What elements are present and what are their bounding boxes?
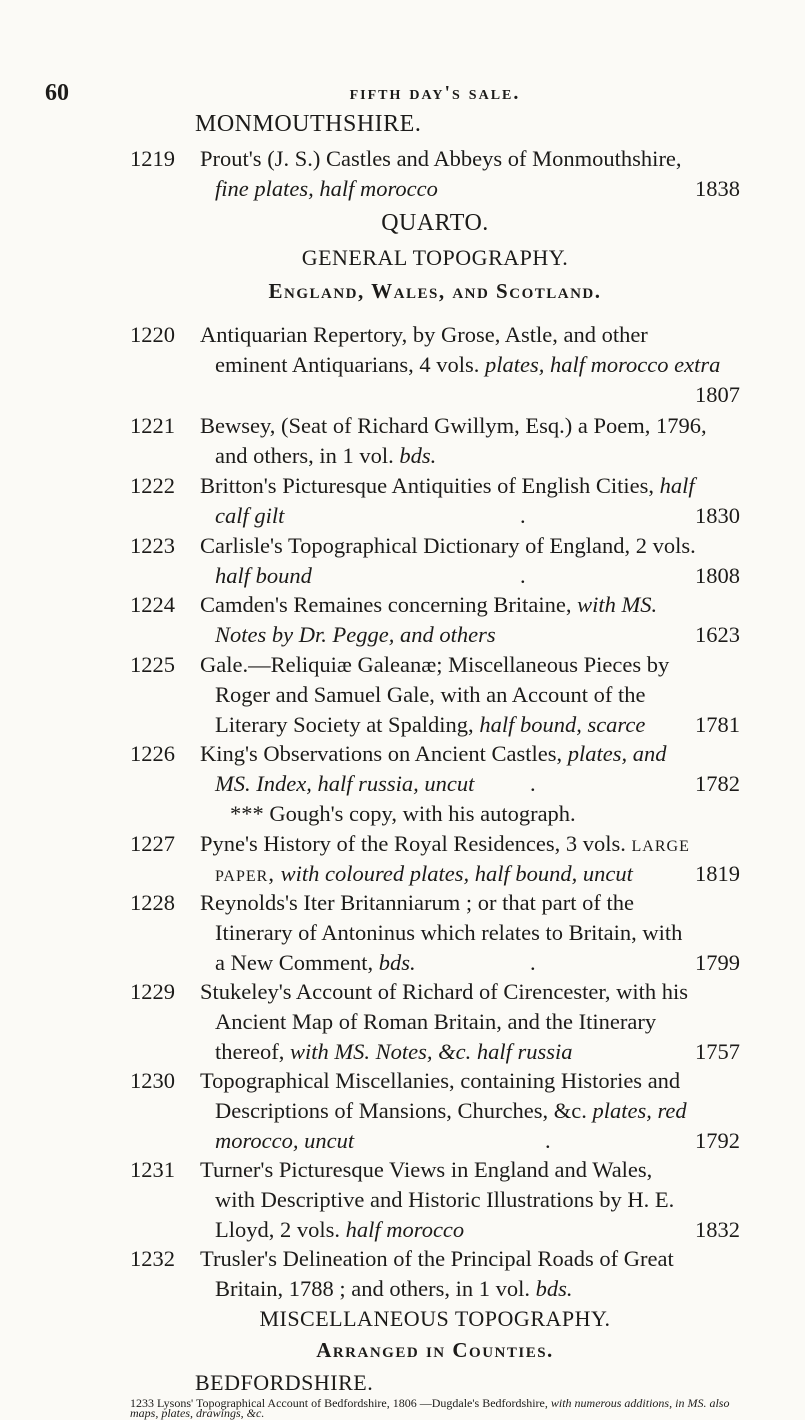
year: 1792 bbox=[695, 1127, 740, 1153]
entry-line: MS. Index, half russia, uncut . 1782 bbox=[130, 769, 740, 799]
entry-line: half bound . 1808 bbox=[130, 561, 740, 591]
year: 1782 bbox=[695, 770, 740, 796]
entry-text: Britain, 1788 ; and others, in 1 vol. bbox=[215, 1275, 530, 1301]
entry-text: eminent Antiquarians, 4 vols. bbox=[215, 351, 480, 377]
heading-misc-topography: MISCELLANEOUS TOPOGRAPHY. bbox=[259, 1306, 611, 1331]
lot-number: 1220 bbox=[130, 322, 175, 347]
year: 1830 bbox=[695, 502, 740, 528]
entry-1219 bbox=[130, 144, 740, 204]
binding-note: morocco, uncut bbox=[215, 1127, 355, 1153]
format-note: paper, bbox=[215, 860, 275, 886]
entry-line bbox=[130, 1274, 740, 1304]
year: 1808 bbox=[695, 562, 740, 588]
heading-england-wales-scotland: England, Wales, and Scotland. bbox=[268, 279, 602, 303]
entry-line: Reynolds's Iter Britanniarum ; or that part of the bbox=[200, 890, 634, 915]
entry-text: Descriptions of Mansions, Churches, &c. bbox=[215, 1097, 587, 1123]
year: 1807 bbox=[695, 381, 740, 407]
entry-line bbox=[130, 380, 740, 410]
lot-number: 1228 bbox=[130, 890, 175, 915]
entry-line bbox=[130, 710, 740, 740]
entry-text: Lloyd, 2 vols. bbox=[215, 1216, 341, 1242]
entry-1224 bbox=[130, 590, 740, 650]
entry-line: calf gilt . 1830 bbox=[130, 501, 740, 531]
year: 1757 bbox=[695, 1038, 740, 1064]
lot-number: 1232 bbox=[130, 1246, 175, 1271]
binding-note: with coloured plates, half bound, uncut bbox=[280, 860, 633, 886]
entry-1226 bbox=[130, 739, 740, 828]
provenance-note: *** Gough's copy, with his autograph. bbox=[230, 800, 576, 826]
year: 1819 bbox=[695, 860, 740, 886]
entry-line bbox=[130, 174, 740, 204]
entry-line: Lysons' Topographical Account of Bedfordshire, 1806 bbox=[157, 1396, 417, 1410]
binding-note: plates, half morocco extra bbox=[484, 351, 721, 377]
year: 1832 bbox=[695, 1216, 740, 1242]
page-number: 60 bbox=[45, 80, 69, 106]
entry-line: Antiquarian Repertory, by Grose, Astle, and other bbox=[200, 322, 648, 347]
entry-text: King's Observations on Ancient Castles, bbox=[200, 741, 563, 766]
binding-note: Notes by Dr. Pegge, and others bbox=[215, 621, 496, 647]
entry-line bbox=[130, 471, 740, 501]
entry-1222 bbox=[130, 471, 740, 531]
running-head bbox=[45, 80, 740, 110]
entry-1227 bbox=[130, 829, 740, 889]
lot-number: 1222 bbox=[130, 473, 175, 498]
entry-text: Camden's Remaines concerning Britaine, bbox=[200, 592, 572, 617]
lot-number: 1227 bbox=[130, 831, 175, 856]
entry-1231 bbox=[130, 1155, 740, 1244]
entry-line: Trusler's Delineation of the Principal Roads of Great bbox=[200, 1246, 674, 1271]
lot-number: 1230 bbox=[130, 1068, 175, 1093]
entry-1220 bbox=[130, 320, 740, 409]
lot-number: 1223 bbox=[130, 533, 175, 558]
heading-general-topography: GENERAL TOPOGRAPHY. bbox=[301, 245, 569, 270]
format-note: large bbox=[631, 831, 690, 856]
entry-line: Stukeley's Account of Richard of Cirencester, with his bbox=[200, 979, 689, 1004]
binding-note: half morocco bbox=[345, 1216, 465, 1242]
entry-line: Topographical Miscellanies, containing Histories and bbox=[200, 1068, 681, 1093]
lot-number: 1225 bbox=[130, 652, 175, 677]
binding-note: half bound bbox=[215, 562, 312, 588]
binding-note: bds. bbox=[378, 949, 416, 975]
entry-1230 bbox=[130, 1066, 740, 1155]
entry-line bbox=[130, 1037, 740, 1067]
entry-1232 bbox=[130, 1244, 740, 1304]
entry-1225 bbox=[130, 650, 740, 739]
entry-text: Britton's Picturesque Antiquities of English Cities, bbox=[200, 473, 655, 498]
binding-note: fine plates, half morocco bbox=[215, 175, 438, 201]
entry-line: Roger and Samuel Gale, with an Account of the bbox=[215, 681, 646, 707]
heading-bedfordshire: BEDFORDSHIRE. bbox=[195, 1370, 374, 1395]
entry-line: a New Comment, bds. . 1799 bbox=[130, 948, 740, 978]
entry-line: morocco, uncut . 1792 bbox=[130, 1126, 740, 1156]
year: 1799 bbox=[695, 949, 740, 975]
binding-note: bds. bbox=[535, 1275, 573, 1301]
entry-text: Pyne's History of the Royal Residences, 3 vols. bbox=[200, 831, 626, 856]
lot-number: 1219 bbox=[130, 146, 175, 171]
lot-number: 1231 bbox=[130, 1157, 175, 1182]
entry-text: thereof, bbox=[215, 1038, 285, 1064]
entry-1223 bbox=[130, 531, 740, 591]
lot-number: 1221 bbox=[130, 413, 175, 438]
entry-text: Literary Society at Spalding, bbox=[215, 711, 474, 737]
binding-note: with MS. bbox=[577, 592, 658, 617]
binding-note: plates, red bbox=[592, 1097, 687, 1123]
binding-note: bds. bbox=[399, 442, 437, 468]
entry-line bbox=[130, 859, 740, 889]
entry-text: and others, in 1 vol. bbox=[215, 442, 394, 468]
entry-line: Bewsey, (Seat of Richard Gwillym, Esq.) a Poem, 1796, bbox=[200, 413, 707, 438]
entry-line: Turner's Picturesque Views in England and Wales, bbox=[200, 1157, 653, 1182]
year: 1838 bbox=[695, 175, 740, 201]
year: 1623 bbox=[695, 621, 740, 647]
entry-1221 bbox=[130, 411, 740, 471]
heading-quarto: QUARTO. bbox=[381, 210, 489, 236]
entry-text: a New Comment, bbox=[215, 949, 374, 975]
lot-number: 1226 bbox=[130, 741, 175, 766]
entry-line bbox=[130, 829, 740, 859]
entry-line bbox=[130, 350, 740, 380]
lot-number: 1233 bbox=[130, 1396, 154, 1410]
heading-arranged: Arranged in Counties. bbox=[316, 1338, 554, 1362]
running-title: fifth day's sale. bbox=[349, 82, 521, 104]
entry-line: Gale.—Reliquiæ Galeanæ; Miscellaneous Pieces by bbox=[200, 652, 670, 677]
lot-number: 1224 bbox=[130, 592, 175, 617]
binding-note: with MS. Notes, &c. half russia bbox=[289, 1038, 573, 1064]
entry-line: —Dugdale's Bedfordshire, bbox=[419, 1396, 548, 1410]
year: 1781 bbox=[695, 711, 740, 737]
binding-note: calf gilt bbox=[215, 502, 285, 528]
entry-line: Prout's (J. S.) Castles and Abbeys of Monmouthshire, bbox=[200, 146, 682, 171]
binding-note: half bbox=[659, 473, 695, 498]
binding-note: MS. Index, half russia, uncut bbox=[215, 770, 475, 796]
entry-line bbox=[130, 441, 740, 471]
binding-note: half bound, scarce bbox=[479, 711, 646, 737]
entry-line: Itinerary of Antoninus which relates to Britain, with bbox=[215, 919, 683, 945]
entry-1233 bbox=[130, 1396, 740, 1420]
binding-note: plates, and bbox=[567, 741, 667, 766]
entry-line: in MS. also maps, plates, drawings, &c. bbox=[130, 1396, 730, 1420]
entry-1229 bbox=[130, 977, 740, 1066]
entry-1228 bbox=[130, 888, 740, 977]
entry-line: with Descriptive and Historic Illustrations by H. E. bbox=[215, 1186, 675, 1212]
lot-number: 1229 bbox=[130, 979, 175, 1004]
entry-line: Carlisle's Topographical Dictionary of England, 2 vols. bbox=[200, 533, 696, 558]
entry-line: Ancient Map of Roman Britain, and the Itinerary bbox=[215, 1008, 657, 1034]
heading-monmouthshire: MONMOUTHSHIRE. bbox=[195, 111, 422, 137]
entry-line bbox=[130, 1096, 740, 1126]
entry-line bbox=[130, 1215, 740, 1245]
entry-line bbox=[130, 739, 740, 769]
binding-note: with numerous additions, bbox=[550, 1396, 673, 1410]
entry-line bbox=[130, 590, 740, 620]
entry-line bbox=[130, 620, 740, 650]
